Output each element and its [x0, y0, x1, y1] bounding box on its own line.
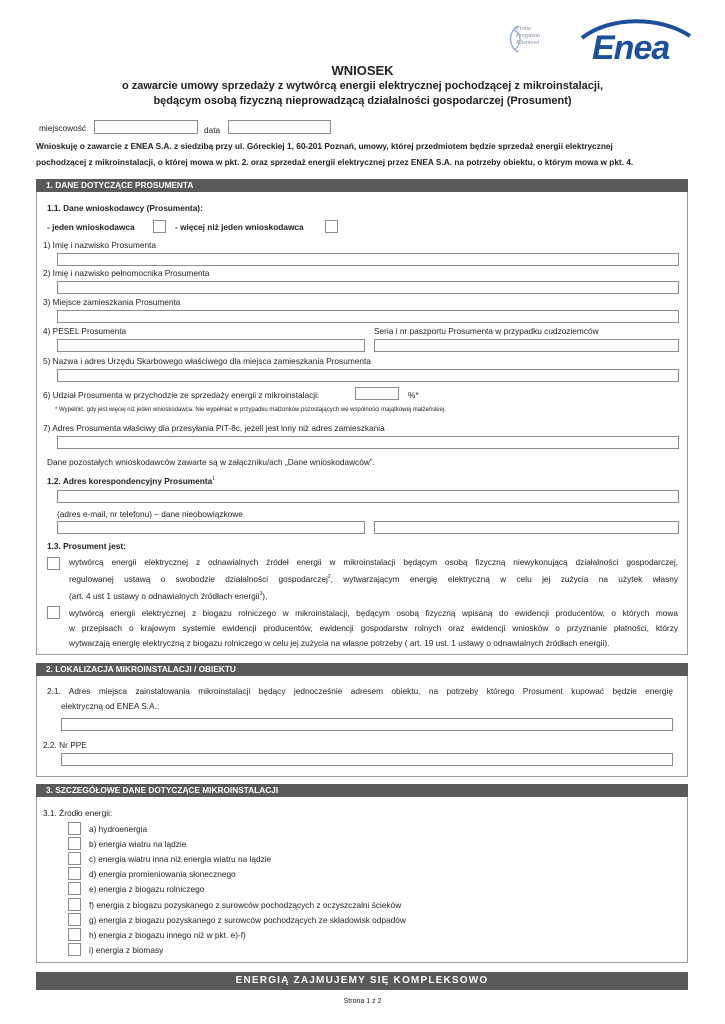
footer-slogan: ENERGIĄ ZAJMUJEMY SIĘ KOMPLEKSOWO [235, 975, 489, 986]
source-label-i: i) energia z biomasy [89, 945, 164, 955]
date-input[interactable] [228, 120, 331, 134]
correspondence-address-input[interactable] [57, 490, 679, 503]
single-applicant-label: - jeden wnioskodawca [47, 222, 135, 232]
section-2-header: 2. LOKALIZACJA MIKROINSTALACJI / OBIEKTU [36, 663, 688, 676]
section-3-header: 3. SZCZEGÓŁOWE DANE DOTYCZĄCE MIKROINSTALACJI [36, 784, 688, 797]
source-checkbox-g[interactable] [68, 913, 81, 926]
tagline-line-1: Firma [516, 26, 531, 32]
s12-title-text: 1.2. Adres korespondencyjny Prosumenta [47, 475, 213, 486]
full-name-input[interactable] [57, 253, 679, 266]
f21-line-1: 2.1. Adres miejsca zainstalowania mikroinstalacji będący jednocześnie adresem obiektu, na potrzeby którego Prosument kupować będzie energię [47, 686, 673, 696]
field-4-label: 4) PESEL Prosumenta [43, 326, 127, 336]
field-6-label: 6) Udział Prosumenta w przychodzie ze sprzedaży energii z mikroinstalacji: [43, 390, 320, 400]
source-label-b: b) energia wiatru na lądzie [89, 839, 187, 849]
source-checkbox-b[interactable] [68, 837, 81, 850]
enea-logo [500, 18, 695, 68]
source-checkbox-e[interactable] [68, 882, 81, 895]
place-input[interactable] [94, 120, 198, 134]
address-21-text [47, 684, 673, 714]
opt1-footnote-2: 2 [327, 574, 331, 580]
email-input[interactable] [57, 521, 365, 534]
title-line-1: o zawarcie umowy sprzedaży z wytwórcą energii elektrycznej pochodzącej z mikroinstalacji, [121, 80, 604, 92]
opt2-line-3: wytwarzają energię elektryczną z biogazu rolniczego w celu jej zużycia na własne potrzeby ( art. 19 ust. 1 ustawy o odnawialnych źródłach energii). [69, 638, 610, 648]
tagline-line-2: Przyjazna [516, 33, 540, 39]
source-checkbox-c[interactable] [68, 852, 81, 865]
multi-applicant-label: - więcej niż jeden wnioskodawca [175, 222, 304, 232]
opt1-line-3 [69, 587, 678, 604]
share-unit: %* [408, 390, 419, 400]
prosumer-type-2-checkbox[interactable] [47, 606, 60, 619]
f21-line-2: elektryczną od ENEA S.A.: [61, 701, 160, 711]
ppe-label: 2.2. Nr PPE [43, 740, 87, 750]
multi-applicant-checkbox[interactable] [325, 220, 338, 233]
page-title: WNIOSEK [331, 63, 394, 78]
passport-label: Seria i nr paszportu Prosumenta w przypadku cudzoziemców [374, 326, 599, 336]
opt1-line-3a: (art. 4 ust 1 ustawy o odnawialnych źródłach energii [69, 590, 260, 601]
source-checkbox-i[interactable] [68, 943, 81, 956]
prosumer-type-2-text [69, 606, 678, 651]
page-number: Strona 1 z 2 [343, 998, 382, 1005]
ppe-input[interactable] [61, 753, 673, 766]
s11-title: 1.1. Dane wnioskodawcy (Prosumenta): [47, 203, 203, 213]
source-label-f: f) energia z biogazu pozyskanego z surowców pochodzących z oczyszczalni ścieków [89, 900, 402, 910]
intro-line-1: Wnioskuję o zawarcie z ENEA S.A. z siedzibą przy ul. Góreckiej 1, 60-201 Poznań, umowy, której przedmiotem będzie sprzedaż energii elektrycznej [36, 141, 613, 151]
opt1-footnote-3: 3 [259, 590, 263, 597]
share-input[interactable] [355, 387, 399, 400]
intro-line-2: pochodzącej z mikroinstalacji, o której mowa w pkt. 2. oraz sprzedaż energii elektrycznej przez ENEA S.A. na potrzeby obiektu, o którym mowa w pkt. 4. [36, 157, 634, 167]
place-label: miejscowość [39, 123, 87, 133]
source-checkbox-a[interactable] [68, 822, 81, 835]
opt1-line-1: wytwórcą energii elektrycznej z odnawialnych źródeł energii w mikroinstalacji będącym osobą fizyczną niewykonującą działalności gospodarczej, [69, 557, 678, 567]
tagline-line-3: Klientowi [516, 40, 540, 46]
source-checkbox-f[interactable] [68, 898, 81, 911]
source-label-d: d) energia promieniowania słonecznego [89, 869, 236, 879]
source-label-h: h) energia z biogazu innego niż w pkt. e)-f) [89, 930, 246, 940]
single-applicant-checkbox[interactable] [153, 220, 166, 233]
share-footnote: * Wypełnić, gdy jest więcej niż jeden wnioskodawca. Nie wypełniać w przypadku małżonków pozostających we wspólności majątkowej małżeńskiej. [55, 407, 446, 413]
proxy-name-input[interactable] [57, 281, 679, 294]
source-label-c: c) energia wiatru inna niż energia wiatru na lądzie [89, 854, 272, 864]
enea-wordmark: Enea [592, 29, 670, 67]
s31-title: 3.1. Źródło energii: [43, 808, 113, 818]
other-applicants-note: Dane pozostałych wnioskodawców zawarte są w załączniku/ach „Dane wnioskodawców”. [47, 457, 375, 467]
field-2-label: 2) Imię i nazwisko pełnomocnika Prosumenta [43, 268, 210, 278]
source-label-g: g) energia z biogazu pozyskanego z surowców pochodzących ze składowisk odpadów [89, 915, 406, 925]
source-label-a: a) hydroenergia [89, 824, 148, 834]
pesel-input[interactable] [57, 339, 365, 352]
opt1-line-2a: regulowanej ustawą o swobodzie działalności gospodarczej [69, 573, 328, 584]
field-5-label: 5) Nazwa i adres Urzędu Skarbowego właściwego dla miejsca zamieszkania Prosumenta [43, 356, 371, 366]
prosumer-type-1-text [69, 555, 678, 604]
field-7-label: 7) Adres Prosumenta właściwy dla przesyłania PIT-8c, jeżeli jest inny niż adres zamieszkania [43, 423, 385, 433]
section-1-header: 1. DANE DOTYCZĄCE PROSUMENTA [36, 179, 688, 192]
field-1-label: 1) Imię i nazwisko Prosumenta [43, 240, 156, 250]
opt1-line-2b: , wytwarzającym energię elektryczną w celu jej zużycia na użytek własny [330, 573, 678, 584]
passport-input[interactable] [374, 339, 679, 352]
contact-label: (adres e-mail, nr telefonu) – dane nieobowiązkowe [57, 509, 243, 519]
tax-office-input[interactable] [57, 369, 679, 382]
residence-input[interactable] [57, 310, 679, 323]
source-checkbox-d[interactable] [68, 867, 81, 880]
installation-address-input[interactable] [61, 718, 673, 731]
opt2-line-1: wytwórcą energii elektrycznej z biogazu rolniczego w mikroinstalacji, będącym osobą fizyczną wpisaną do ewidencji producentów, o których mowa [69, 608, 678, 618]
phone-input[interactable] [374, 521, 679, 534]
opt1-line-3b: ), [262, 590, 268, 601]
prosumer-type-1-checkbox[interactable] [47, 557, 60, 570]
source-checkbox-h[interactable] [68, 928, 81, 941]
source-label-e: e) energia z biogazu rolniczego [89, 884, 205, 894]
date-label: data [204, 125, 221, 135]
s12-title [47, 474, 215, 486]
opt2-line-2: w przepisach o krajowym systemie ewidencji producentów, ewidencji gospodarstw rolnych oraz ewidencji wniosków o przyznanie płatności, którzy [69, 623, 678, 633]
opt1-line-2 [69, 570, 678, 587]
s12-footnote-mark: 1 [212, 476, 216, 482]
s13-title: 1.3. Prosument jest: [47, 541, 126, 551]
title-line-2: będącym osobą fizyczną nieprowadzącą działalności gospodarczej (Prosument) [153, 95, 572, 107]
pit-address-input[interactable] [57, 436, 679, 449]
field-3-label: 3) Miejsce zamieszkania Prosumenta [43, 297, 181, 307]
